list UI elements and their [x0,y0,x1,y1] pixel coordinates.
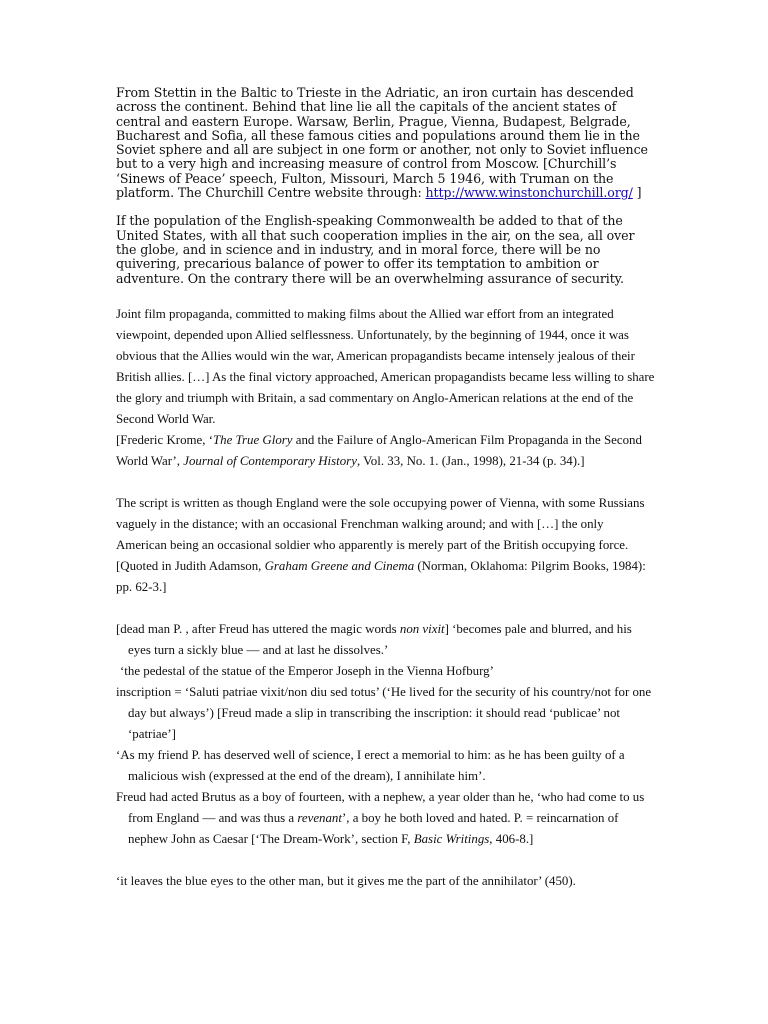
churchill-link-close: ] [632,185,642,201]
freud-n5-c: , 406-8.] [489,831,534,846]
krome-quote: Joint film propaganda, committed to making films about the Allied war effort from an integrated viewpoint, depended upon Allied selflessness. Unfortunately, by the beginning of 1944, once it was obvious that the Allies would win the war, American propagandists became intensely jealous of their British allies. […] As the final victory approached, American propagandists became less willing to share the glory and triumph with Britain, a sad commentary on Anglo-American relations at the end of the Second World War. [116,306,655,426]
freud-note-brutus [116,787,656,850]
krome-cite-journal: Journal of Contemporary History [183,453,357,468]
freud-n5-em: revenant [297,810,342,825]
freud-n5-b: ’, a boy he both loved and hated. P. = reincarnation of nephew John as Caesar [‘The Dream-Work’, section F, [128,810,619,846]
churchill-quote-text: From Stettin in the Baltic to Trieste in the Adriatic, an iron curtain has descended across the continent. Behind that line lie all the capitals of the ancient states of central and eastern Europe. Warsaw, Berlin, Prague, Vienna, Budapest, Belgrade, Bucharest and Sofia, all these famous cities and populations around them lie in the Soviet sphere and all are subject in one form or another, not only to Soviet influence but to a very high and increasing measure of control from Moscow. [Churchill’s ‘Sinews of Peace’ speech, Fulton, Missouri, March 5 1946, with Truman on the platform. The Churchill Centre website through: [116,85,648,201]
freud-n5-a: Freud had acted Brutus as a boy of fourteen, with a nephew, a year older than he, ‘who had come to us from England — and was thus a [116,789,645,825]
document-page [116,86,656,892]
freud-notes [116,619,656,850]
freud-n1-b: ] ‘becomes pale and blurred, and his eyes turn a sickly blue — and at last he dissolves.’ [128,621,632,657]
freud-note-memorial: ‘As my friend P. has deserved well of science, I erect a memorial to him: as he has been guilty of a malicious wish (expressed at the end of the dream), I annihilate him’. [116,747,625,783]
krome-cite-a: [Frederic Krome, ‘ [116,432,213,447]
closing-block [116,871,656,892]
freud-n5-em2: Basic Writings [413,831,490,846]
adamson-cite-b: (Norman, Oklahoma: Pilgrim Books, 1984): pp. 62-3.] [116,558,646,594]
adamson-citation [116,556,656,598]
closing-quote: ‘it leaves the blue eyes to the other man, but it gives me the part of the annihilator’ (450). [116,873,576,888]
freud-note-inscription: inscription = ‘Saluti patriae vixit/non diu sed totus’ (‘He lived for the security of his country/not for one day but always’) [Freud made a slip in transcribing the inscription: it should read ‘publicae’ not ‘patriae’] [116,684,652,741]
krome-cite-b: and the Failure of Anglo-American Film Propaganda in the Second World War’, [116,432,642,468]
adamson-cite-title: Graham Greene and Cinema [264,558,415,573]
krome-cite-c: , Vol. 33, No. 1. (Jan., 1998), 21-34 (p. 34).] [356,453,585,468]
freud-n1-em: non vixit [399,621,445,636]
adamson-block [116,493,656,598]
freud-n1-a: [dead man P. , after Freud has uttered the magic words [116,621,400,636]
krome-citation [116,430,656,472]
krome-block [116,304,656,472]
churchill-quote [116,86,656,200]
krome-cite-title: The True Glory [213,432,293,447]
adamson-quote: The script is written as though England were the sole occupying power of Vienna, with some Russians vaguely in the distance; with an occasional Frenchman walking around; and with […] the only American being an occasional soldier who apparently is merely part of the British occupying force. [116,495,645,552]
churchill-second-quote: If the population of the English-speaking Commonwealth be added to that of the United States, with all that such cooperation implies in the air, on the sea, all over the globe, and in science and in industry, and in moral force, there will be no quivering, precarious balance of power to offer its temptation to ambition or adventure. On the contrary there will be an overwhelming assurance of security. [116,213,635,286]
adamson-cite-a: [Quoted in Judith Adamson, [116,558,265,573]
churchill-centre-link[interactable]: http://www.winstonchurchill.org/ [425,185,633,201]
freud-note-dead-man [116,619,656,661]
freud-note-pedestal: ‘the pedestal of the statue of the Emperor Joseph in the Vienna Hofburg’ [120,663,494,678]
